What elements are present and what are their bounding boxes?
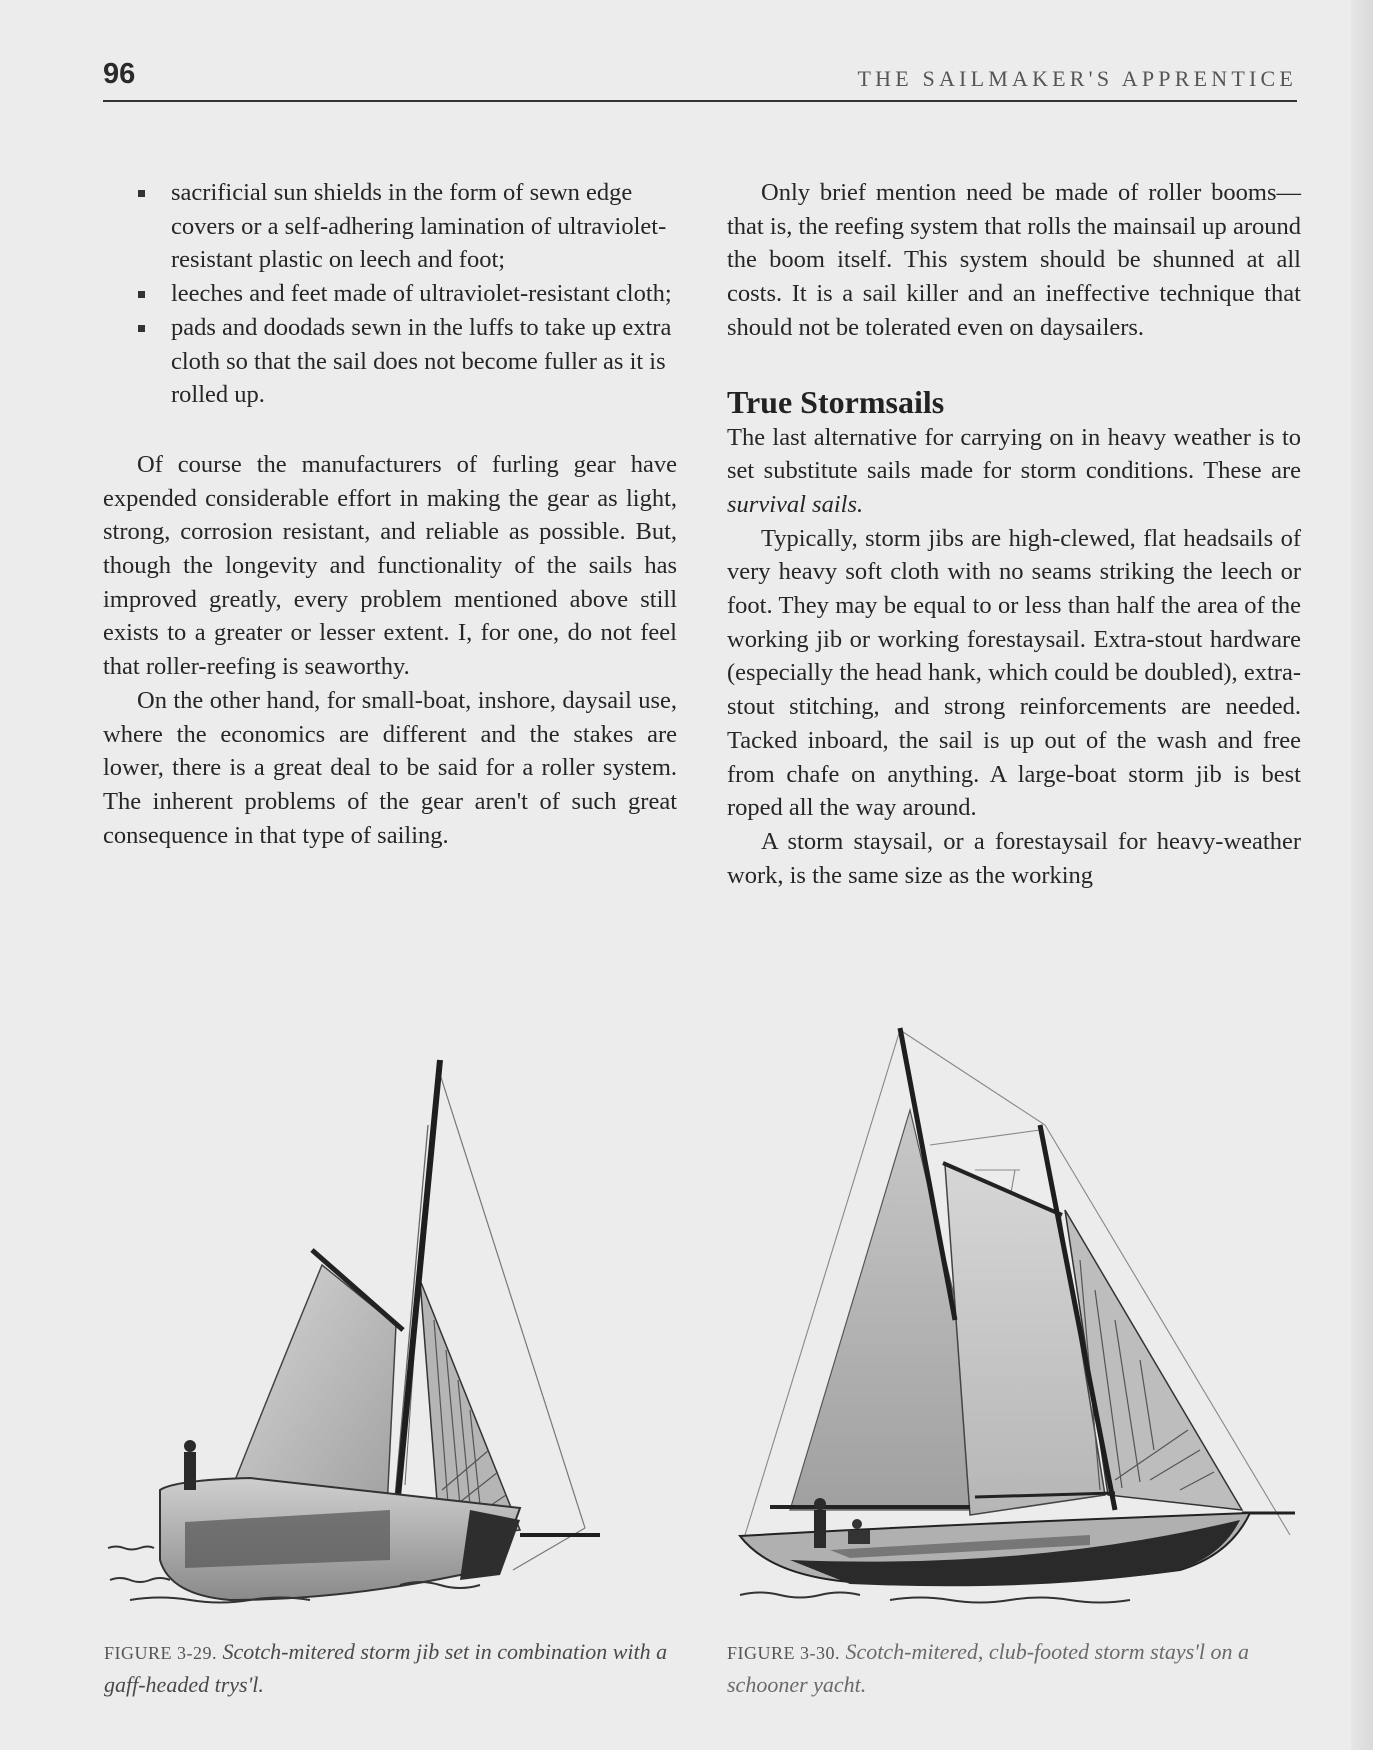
figure-caption-text: Scotch-mitered, club-footed storm stays'l on a schooner yacht. [727,1639,1249,1697]
figure-caption [727,1636,1307,1700]
section-heading: True Stormsails [727,383,945,420]
body-paragraph: On the other hand, for small-boat, inshore, daysail use, where the economics are different and the stakes are lower, there is a great deal to be said for a roller system. The inherent problems of the gear aren't of such great consequence in that type of sailing. [103,686,677,849]
bullet-icon [138,190,145,197]
figure-label: FIGURE 3-30. [727,1643,840,1663]
body-paragraph: A storm staysail, or a forestaysail for heavy-weather work, is the same size as the working [727,827,1301,889]
list-item: leeches and feet made of ultraviolet-resistant cloth; [103,277,677,311]
left-column [103,176,677,852]
sailboat-sloop-icon [100,1040,680,1610]
emphasis-text: survival sails. [727,490,864,518]
figure-3-30-illustration [730,1010,1310,1610]
right-column [727,176,1301,892]
list-item: pads and doodads sewn in the luffs to take up extra cloth so that the sail does not become fuller as it is rolled up. [103,311,677,412]
page-edge-shadow [1351,0,1373,1750]
bullet-icon [138,325,145,332]
body-paragraph: The last alternative for carrying on in heavy weather is to set substitute sails made for storm conditions. These are survival sails. [727,423,1301,518]
page-number: 96 [103,58,136,90]
bullet-list [103,176,677,412]
sailboat-schooner-icon [730,1010,1310,1610]
body-paragraph: Of course the manufacturers of furling gear have expended considerable effort in making the gear as light, strong, corrosion resistant, and reliable as possible. But, though the longevity and functionality of the sails has improved greatly, every problem mentioned above still exists to a greater or lesser extent. I, for one, do not feel that roller-reefing is seaworthy. [103,450,677,681]
figure-3-29-illustration [100,1040,680,1610]
header-rule [103,100,1297,102]
body-paragraph: Only brief mention need be made of roller booms—that is, the reefing system that rolls the mainsail up around the boom itself. This system should be shunned at all costs. It is a sail killer and an ineffective technique that should not be tolerated even on daysailers. [727,179,1301,341]
figure-caption-text: Scotch-mitered storm jib set in combination with a gaff-headed trys'l. [104,1639,668,1697]
running-title: THE SAILMAKER'S APPRENTICE [857,66,1297,91]
bullet-icon [138,291,145,298]
figure-label: FIGURE 3-29. [104,1643,217,1663]
figure-caption [104,1636,684,1700]
page-header [103,56,1297,102]
list-item: sacrificial sun shields in the form of sewn edge covers or a self-adhering lamination of ultraviolet-resistant plastic on leech and foot; [103,176,677,277]
body-paragraph: Typically, storm jibs are high-clewed, flat headsails of very heavy soft cloth with no seams striking the leech or foot. They may be equal to or less than half the area of the working jib or working forestaysail. Extra-stout hardware (especially the head hank, which could be doubled), extra-stout stitching, and strong reinforcements are needed. Tacked inboard, the sail is up out of the wash and free from chafe on anything. A large-boat storm jib is best roped all the way around. [727,524,1301,822]
